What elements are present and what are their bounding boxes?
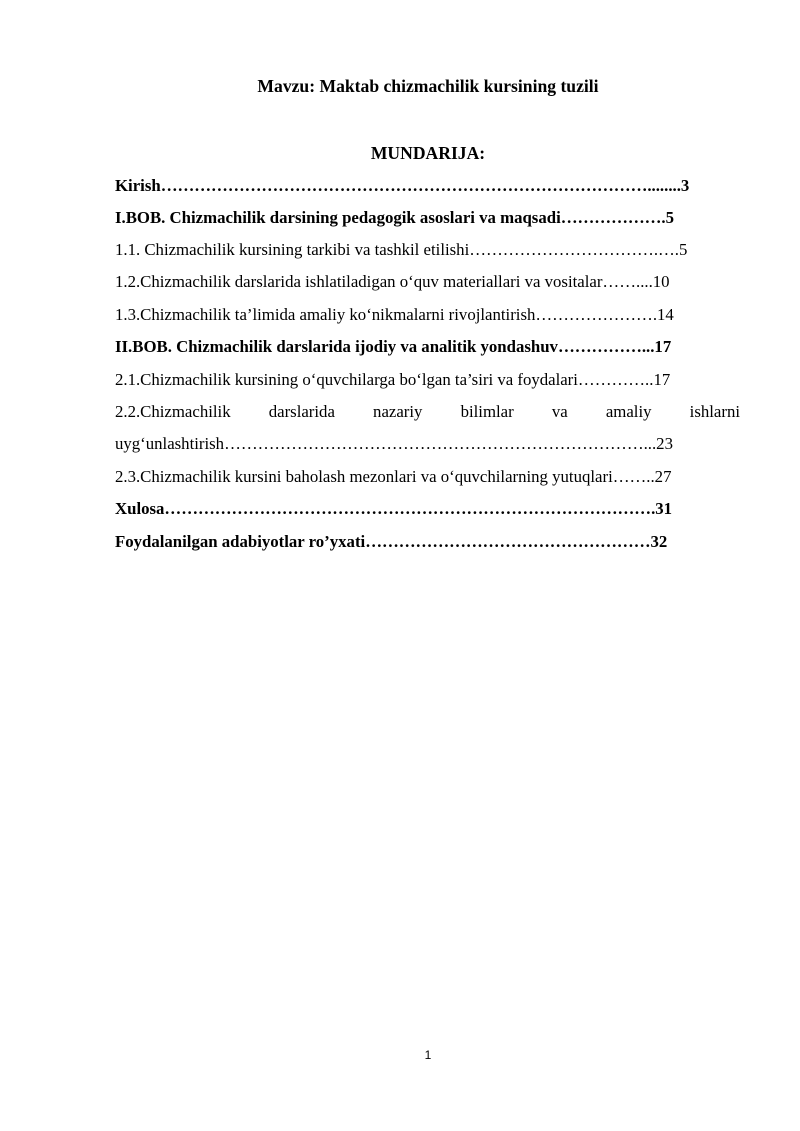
toc-entry-1-1: 1.1. Chizmachilik kursining tarkibi va tashkil etilishi…………………………….….5	[115, 240, 688, 259]
toc-entry-2-2-line1	[115, 404, 740, 421]
toc-word: va	[551, 402, 568, 421]
page-number: 1	[424, 1048, 432, 1062]
toc-entry-chapter-1: I.BOB. Chizmachilik darsining pedagogik asoslari va maqsadi……………….5	[115, 208, 675, 227]
contents-heading: MUNDARIJA:	[370, 143, 486, 163]
toc-word: bilimlar	[460, 402, 514, 421]
toc-entry-chapter-2: II.BOB. Chizmachilik darslarida ijodiy va analitik yondashuv……………...17	[115, 337, 672, 356]
toc-entry-1-2: 1.2.Chizmachilik darslarida ishlatiladigan o‘quv materiallari va vositalar……....10	[115, 272, 670, 291]
toc-word: 2.2.Chizmachilik	[115, 402, 231, 421]
toc-word: darslarida	[268, 402, 335, 421]
toc-entry-2-3: 2.3.Chizmachilik kursini baholash mezonlari va o‘quvchilarning yutuqlari……..27	[115, 467, 672, 486]
toc-entry-xulosa: Xulosa…………………………………………………………………………….31	[115, 499, 673, 518]
toc-word: nazariy	[373, 402, 423, 421]
document-title: Mavzu: Maktab chizmachilik kursining tuzili	[257, 76, 599, 96]
toc-entry-2-1: 2.1.Chizmachilik kursining o‘quvchilarga bo‘lgan ta’siri va foydalari…………..17	[115, 370, 671, 389]
toc-word: ishlarni	[689, 402, 740, 421]
toc-entry-1-3: 1.3.Chizmachilik ta’limida amaliy ko‘nikmalarni rivojlantirish………………….14	[115, 305, 674, 324]
toc-word: amaliy	[605, 402, 652, 421]
toc-entry-kirish: Kirish……………………………………………………………………………........3	[115, 176, 690, 195]
toc-entry-references: Foydalanilgan adabiyotlar ro’yxati……………………………………………32	[115, 532, 668, 551]
toc-entry-2-2-line2: uyg‘unlashtirish…………………………………………………………………...23	[115, 434, 673, 453]
